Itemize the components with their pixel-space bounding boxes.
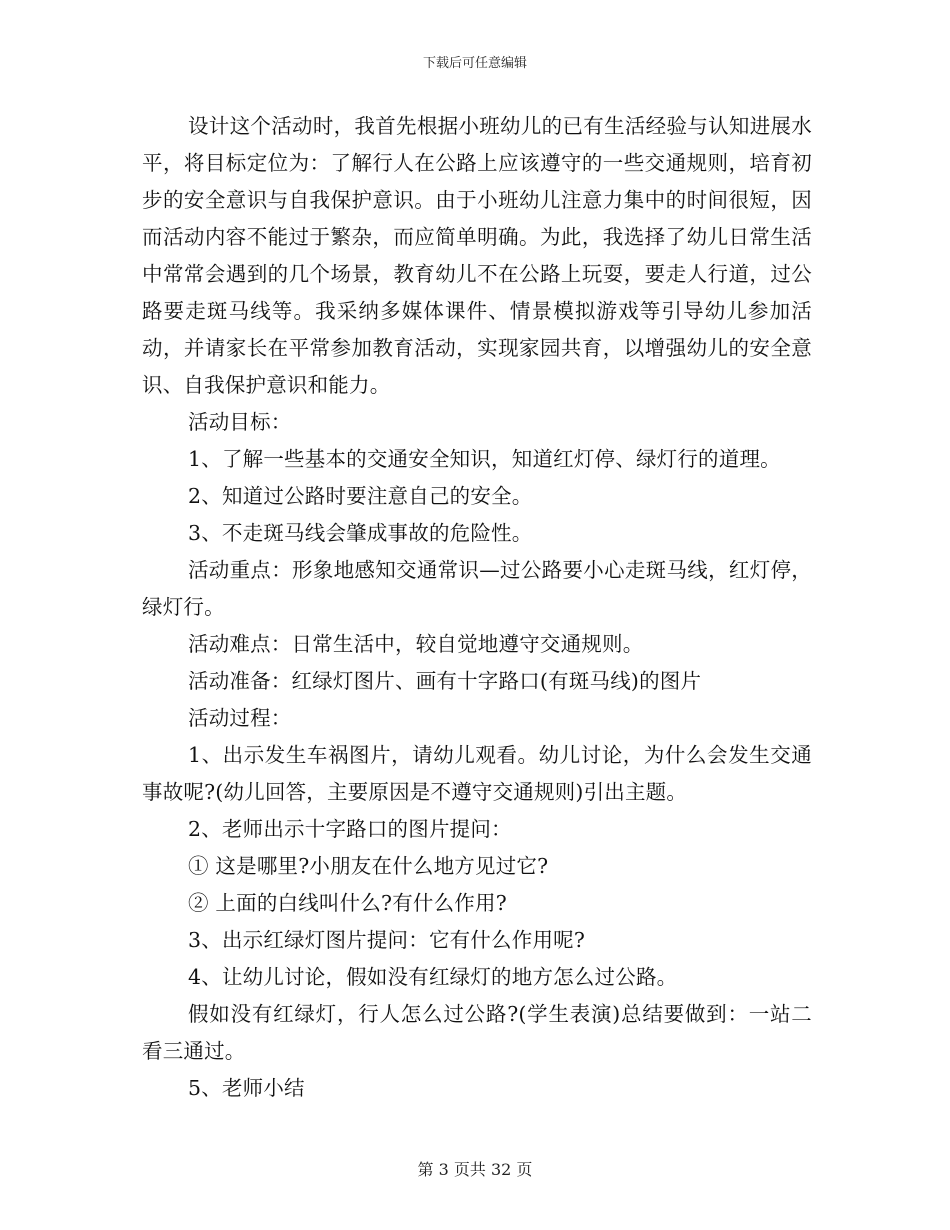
goal-item-1: 1、了解一些基本的交通安全知识，知道红灯停、绿灯行的道理。: [188, 447, 781, 471]
page-header: 下载后可任意编辑: [422, 56, 527, 71]
page-footer: 第 3 页共 32 页: [417, 1160, 533, 1179]
process-step-1: 1、出示发生车祸图片，请幼儿观看。幼儿讨论，为什么会发生交通事故呢?(幼儿回答，主要原因是不遵守交通规则)引出主题。: [142, 743, 812, 804]
document-body: [142, 108, 812, 1107]
goal-item-3: 3、不走斑马线会肇成事故的危险性。: [188, 521, 533, 545]
paragraph-summary: 假如没有红绿灯，行人怎么过公路?(学生表演)总结要做到：一站二看三通过。: [142, 1002, 812, 1063]
paragraph-difficulty: 活动难点：日常生活中，较自觉地遵守交通规则。: [188, 632, 644, 656]
paragraph-preparation: 活动准备：红绿灯图片、画有十字路口(有斑马线)的图片: [188, 669, 702, 693]
question-1: ① 这是哪里?小朋友在什么地方见过它?: [188, 854, 549, 878]
goal-item-2: 2、知道过公路时要注意自己的安全。: [188, 484, 533, 508]
paragraph-key-points: 活动重点：形象地感知交通常识—过公路要小心走斑马线，红灯停，绿灯行。: [142, 558, 812, 619]
process-step-4: 4、让幼儿讨论，假如没有红绿灯的地方怎么过公路。: [188, 965, 678, 989]
process-step-2: 2、老师出示十字路口的图片提问：: [188, 817, 512, 841]
question-2: ② 上面的白线叫什么?有什么作用?: [188, 891, 507, 915]
process-step-3: 3、出示红绿灯图片提问：它有什么作用呢?: [188, 928, 586, 952]
heading-process: 活动过程：: [188, 706, 292, 730]
process-step-5: 5、老师小结: [188, 1076, 305, 1100]
heading-goals: 活动目标：: [188, 410, 292, 434]
paragraph-intro: 设计这个活动时，我首先根据小班幼儿的已有生活经验与认知进展水平，将目标定位为：了解行人在公路上应该遵守的一些交通规则，培育初步的安全意识与自我保护意识。由于小班幼儿注意力集中的时间很短，因而活动内容不能过于繁杂，而应简单明确。为此，我选择了幼儿日常生活中常常会遇到的几个场景，教育幼儿不在公路上玩耍，要走人行道，过公路要走斑马线等。我采纳多媒体课件、情景模拟游戏等引导幼儿参加活动，并请家长在平常参加教育活动，实现家园共育，以增强幼儿的安全意识、自我保护意识和能力。: [142, 114, 812, 397]
